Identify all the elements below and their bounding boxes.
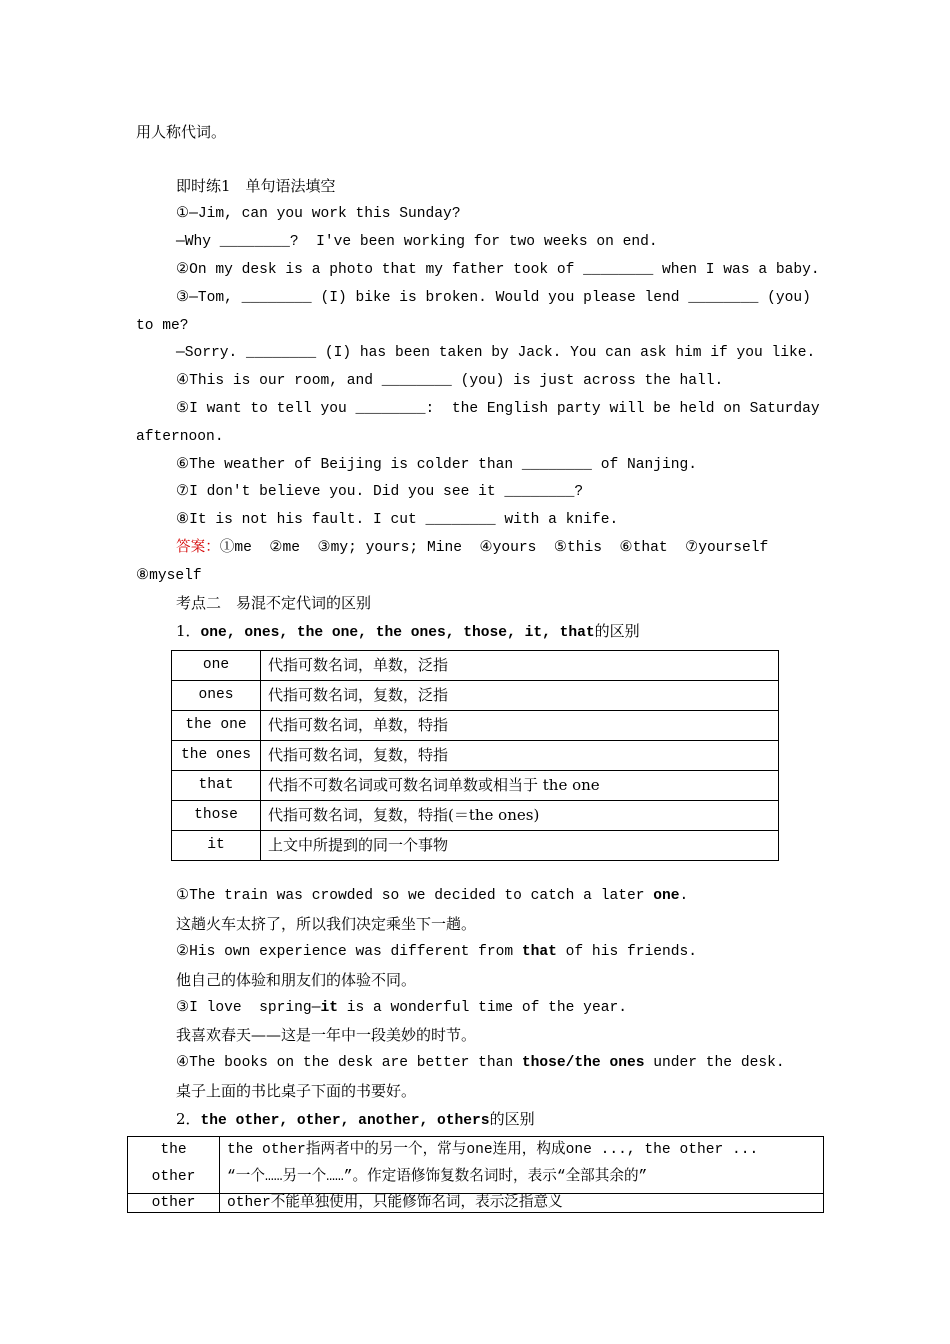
section-title: 考点二 易混不定代词的区别 bbox=[176, 594, 372, 612]
table-row bbox=[128, 1194, 824, 1213]
answer-values: ①me ②me ③my; yours; Mine ④yours ⑤this ⑥that ⑦yourself bbox=[219, 540, 769, 556]
subheading-1-number: 1． bbox=[176, 622, 201, 640]
example-text: ④The books on the desk are better than bbox=[176, 1055, 522, 1071]
example-3-translation: 我喜欢春天——这是一年中一段美妙的时节。 bbox=[176, 1026, 477, 1044]
question-8: ⑧It is not his fault. I cut ________ with a knife. bbox=[176, 512, 619, 528]
question-6: ⑥The weather of Beijing is colder than ________ of Nanjing. bbox=[176, 457, 698, 473]
answer-label: 答案： bbox=[176, 540, 220, 556]
table-key: that bbox=[172, 771, 261, 801]
subheading-1 bbox=[176, 621, 640, 643]
table-key-line: other bbox=[151, 1169, 196, 1185]
subheading-1-suffix: 的区别 bbox=[594, 622, 640, 640]
question-7: ⑦I don't believe you. Did you see it ________? bbox=[176, 484, 584, 500]
table-row bbox=[128, 1137, 824, 1194]
other-table bbox=[127, 1136, 824, 1213]
question-5b: afternoon. bbox=[136, 429, 224, 445]
question-4: ④This is our room, and ________ (you) is just across the hall. bbox=[176, 373, 724, 389]
subheading-1-words: one, ones, the one, the ones, those, it, that bbox=[200, 625, 595, 641]
subheading-2-words: the other, other, another, others bbox=[200, 1113, 490, 1129]
example-1 bbox=[176, 886, 688, 906]
example-text: ①The train was crowded so we decided to catch a later bbox=[176, 888, 654, 904]
table-key: it bbox=[172, 831, 261, 861]
table-row bbox=[172, 801, 779, 831]
table-desc: 上文中所提到的同一个事物 bbox=[261, 831, 779, 861]
table-desc: 代指可数名词，单数，特指 bbox=[261, 711, 779, 741]
table-key: other bbox=[128, 1194, 220, 1213]
table-desc bbox=[220, 1137, 824, 1194]
question-1a: ①—Jim, can you work this Sunday? bbox=[176, 206, 461, 222]
table-desc: other不能单独使用，只能修饰名词，表示泛指意义 bbox=[220, 1194, 824, 1213]
pronoun-table bbox=[171, 650, 779, 861]
table-key: the ones bbox=[172, 741, 261, 771]
example-text: under the desk. bbox=[644, 1055, 785, 1071]
question-2: ②On my desk is a photo that my father took of ________ when I was a baby. bbox=[176, 262, 820, 278]
table-row bbox=[172, 651, 779, 681]
table-row bbox=[172, 771, 779, 801]
example-3 bbox=[176, 998, 627, 1018]
table-desc: 代指可数名词，复数，特指(＝the ones) bbox=[261, 801, 779, 831]
table-key: the one bbox=[172, 711, 261, 741]
table-row bbox=[172, 741, 779, 771]
example-keyword: those/the ones bbox=[521, 1055, 645, 1071]
question-3a: ③—Tom, ________ (I) bike is broken. Would you please lend ________ (you) bbox=[176, 290, 811, 306]
table-row bbox=[172, 681, 779, 711]
table-desc-line: “一个……另一个……”。作定语修饰复数名词时，表示“全部其余的” bbox=[227, 1169, 648, 1185]
example-4-translation: 桌子上面的书比桌子下面的书要好。 bbox=[176, 1082, 417, 1100]
table-key: one bbox=[172, 651, 261, 681]
table-desc: 代指可数名词，复数，泛指 bbox=[261, 681, 779, 711]
example-text: of his friends. bbox=[556, 944, 698, 960]
table-row bbox=[172, 831, 779, 861]
subheading-2-suffix: 的区别 bbox=[489, 1110, 535, 1128]
table-desc: 代指可数名词，复数，特指 bbox=[261, 741, 779, 771]
subheading-2 bbox=[176, 1109, 535, 1131]
table-key: those bbox=[172, 801, 261, 831]
table-desc: 代指不可数名词或可数名词单数或相当于 the one bbox=[261, 771, 779, 801]
table-desc: 代指可数名词，单数，泛指 bbox=[261, 651, 779, 681]
example-1-translation: 这趟火车太挤了，所以我们决定乘坐下一趟。 bbox=[176, 915, 477, 933]
example-text: ②His own experience was different from bbox=[176, 944, 522, 960]
example-text: . bbox=[679, 888, 689, 904]
table-key: ones bbox=[172, 681, 261, 711]
intro-text: 用人称代词。 bbox=[136, 123, 227, 141]
table-row bbox=[172, 711, 779, 741]
table-key-line: the bbox=[160, 1142, 187, 1158]
example-2-translation: 他自己的体验和朋友们的体验不同。 bbox=[176, 971, 417, 989]
example-keyword: it bbox=[320, 1000, 338, 1016]
subheading-2-number: 2． bbox=[176, 1110, 201, 1128]
answer-line bbox=[176, 538, 768, 558]
exercise-title: 即时练1 单句语法填空 bbox=[176, 177, 336, 195]
example-text: is a wonderful time of the year. bbox=[337, 1000, 627, 1016]
question-5a: ⑤I want to tell you ________: the English party will be held on Saturday bbox=[176, 401, 820, 417]
example-keyword: one bbox=[653, 888, 680, 904]
example-text: ③I love spring— bbox=[176, 1000, 321, 1016]
table-desc-line: the other指两者中的另一个，常与one连用，构成one ..., the other ... bbox=[227, 1142, 759, 1158]
question-3b: to me? bbox=[136, 318, 189, 334]
table-key bbox=[128, 1137, 220, 1194]
example-keyword: that bbox=[521, 944, 557, 960]
answer-line-2: ⑧myself bbox=[136, 568, 202, 584]
question-3c: —Sorry. ________ (I) has been taken by Jack. You can ask him if you like. bbox=[176, 345, 816, 361]
example-2 bbox=[176, 942, 697, 962]
question-1b: —Why ________? I've been working for two weeks on end. bbox=[176, 234, 658, 250]
example-4 bbox=[176, 1053, 785, 1073]
